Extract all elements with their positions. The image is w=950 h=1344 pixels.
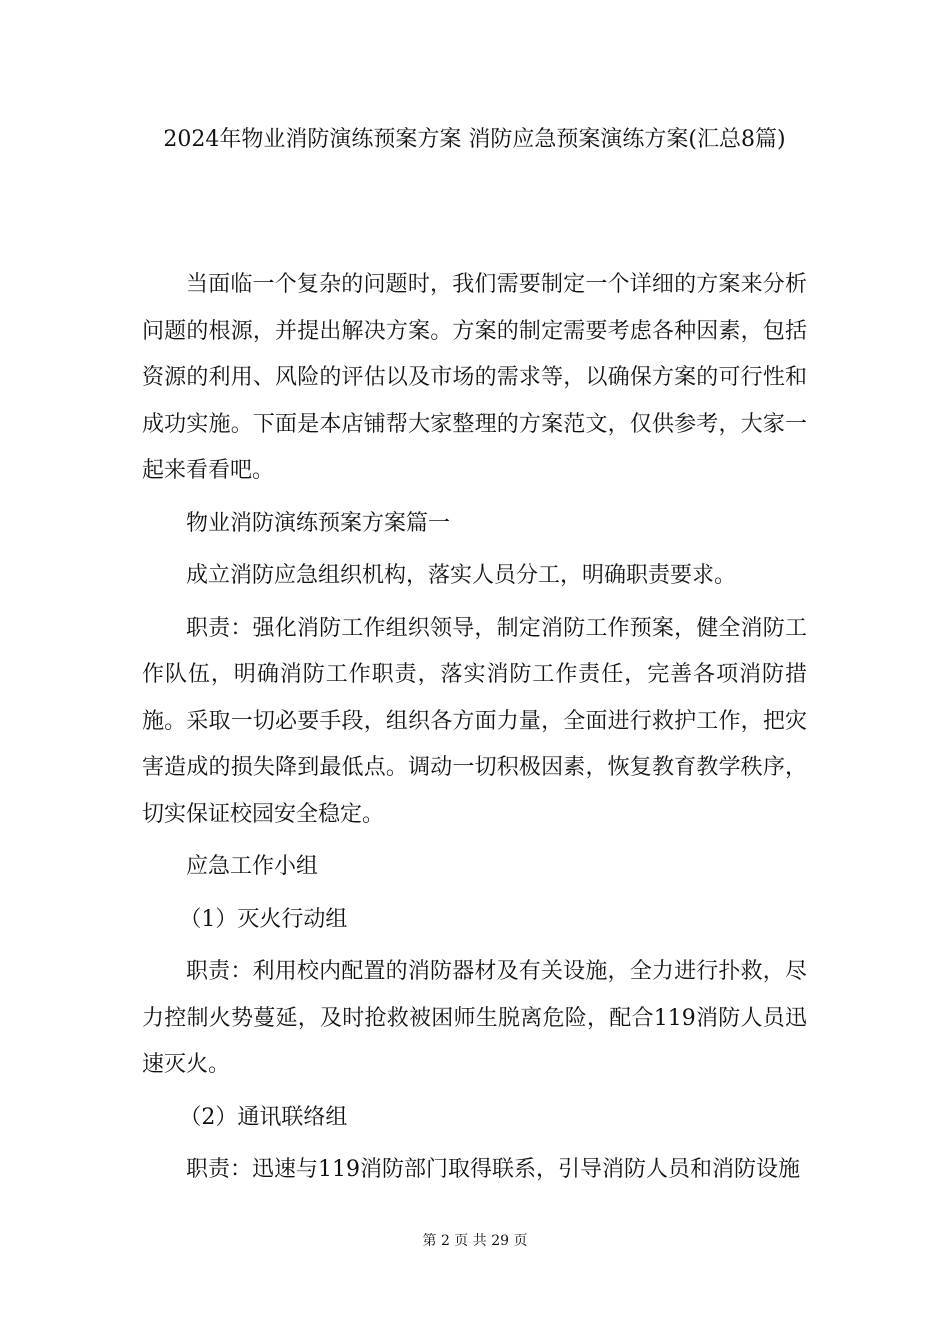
- body-paragraph: 成立消防应急组织机构，落实人员分工，明确职责要求。: [186, 563, 737, 588]
- page-number-footer: 第 2 页 共 29 页: [422, 1233, 528, 1249]
- body-paragraph: 职责：利用校内配置的消防器材及有关设施，全力进行扑救，尽力控制火势蔓延，及时抢救被困师生脱离危险，配合119消防人员迅速灭火。: [142, 959, 807, 1077]
- group-heading: （2）通讯联络组: [179, 1104, 348, 1130]
- section-heading: 物业消防演练预案方案篇一: [186, 510, 451, 536]
- body-paragraph: 职责：迅速与119消防部门取得联系，引导消防人员和消防设施: [186, 1157, 800, 1182]
- document-body: [142, 262, 807, 1200]
- body-paragraph: 职责：强化消防工作组织领导，制定消防工作预案，健全消防工作队伍，明确消防工作职责，落实消防工作责任，完善各项消防措施。采取一切必要手段，组织各方面力量，全面进行救护工作，把灾害造成的损失降到最低点。调动一切积极因素，恢复教育教学秩序，切实保证校园安全稳定。: [142, 615, 807, 827]
- subsection-heading: 应急工作小组: [186, 854, 319, 879]
- intro-paragraph: 当面临一个复杂的问题时，我们需要制定一个详细的方案来分析问题的根源，并提出解决方案。方案的制定需要考虑各种因素，包括资源的利用、风险的评估以及市场的需求等，以确保方案的可行性和成功实施。下面是本店铺帮大家整理的方案范文，仅供参考，大家一起来看看吧。: [142, 272, 807, 483]
- document-title: 2024年物业消防演练预案方案 消防应急预案演练方案(汇总8篇): [163, 127, 786, 152]
- group-heading: （1）灭火行动组: [179, 906, 348, 932]
